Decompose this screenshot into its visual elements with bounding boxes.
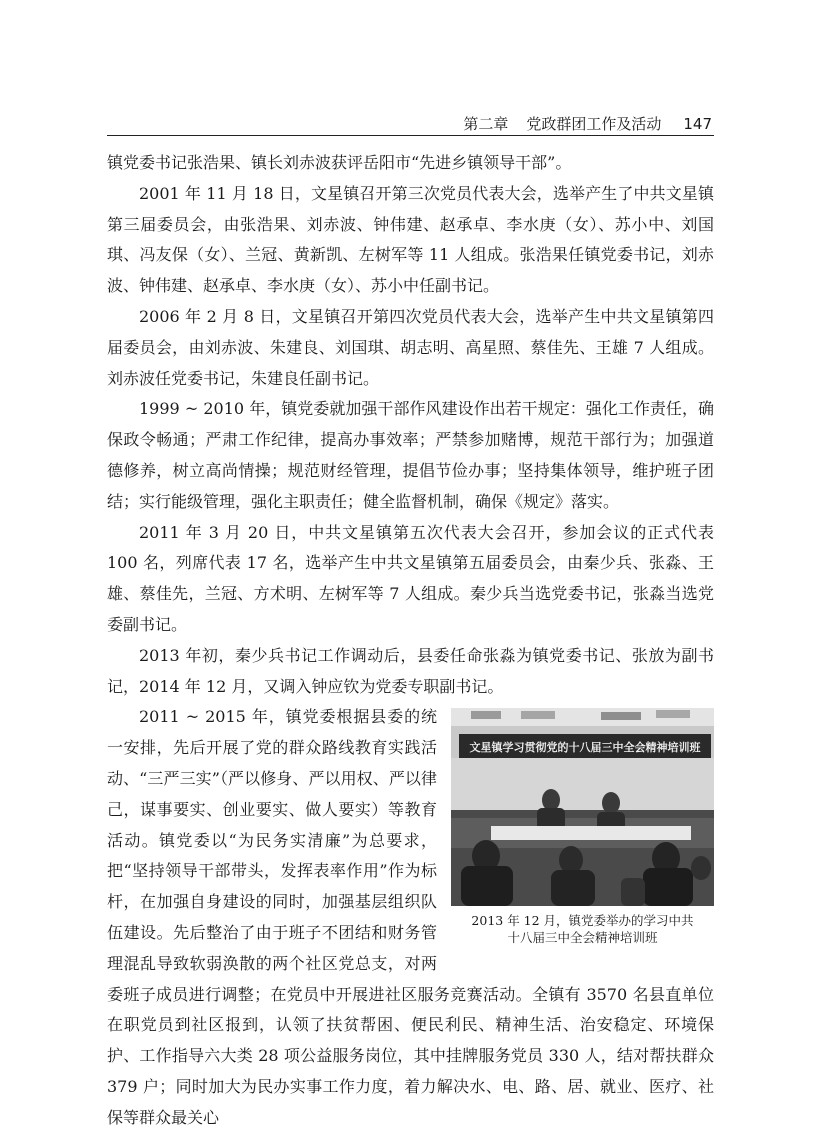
paragraph: 2011 ~ 2015 年，镇党委根据县委的统一安排，先后开展了党的群众路线教育实践活动、“三严三实”（严以修身、严以用权、严以律己，谋事要实、创业要实、做人要实）等教育活动。镇党委以“为民务实清廉”为总要求，把“坚持领导干部带头，发挥表率作用”作为标杆，在加强自身建设的同时，加强基层组织队伍建设。先后整治了由于班子不团结和财务管理混乱导致软弱涣散的两个社区党总支，对两委班子成员进行调整；在党员中开展进社区服务竞赛活动。全镇有 3570 名县直单位在职党员到社区报到，认领了扶贫帮困、便民利民、精神生活、治安稳定、环境保护、工作指导六大类 28 项公益服务岗位，其中挂牌服务党员 330 人，结对帮扶群众 379 户；同时加大为民办实事工作力度，着力解决水、电、路、居、就业、医疗、社保等群众最关心 (107, 707, 714, 1127)
caption-line: 十八届三中全会精神培训班 (507, 930, 658, 946)
banner-text: 文星镇学习贯彻党的十八届三中全会精神培训班 (469, 741, 701, 755)
figure (451, 708, 714, 968)
paragraph: 镇党委书记张浩果、镇长刘赤波获评岳阳市“先进乡镇领导干部”。 (107, 153, 572, 172)
caption-line: 2013 年 12 月，镇党委举办的学习中共 (471, 913, 694, 929)
page-number: 147 (683, 115, 712, 133)
body-text (107, 148, 714, 1134)
header-rule (107, 135, 714, 136)
paragraph: 1999 ~ 2010 年，镇党委就加强干部作风建设作出若干规定：强化工作责任，确保政令畅通；严肃工作纪律，提高办事效率；严禁参加赌博，规范干部行为；加强道德修养，树立高尚情操；规范财经管理，提倡节俭办事；坚持集体领导，维护班子团结；实行能级管理，强化主职责任；健全监督机制，确保《规定》落实。 (107, 399, 714, 511)
figure-caption (451, 912, 714, 946)
paragraph: 2013 年初，秦少兵书记工作调动后，县委任命张淼为镇党委书记、张放为副书记，2014 年 12 月，又调入钟应钦为党委专职副书记。 (107, 645, 714, 696)
paragraph: 2011 年 3 月 20 日，中共文星镇第五次代表大会召开，参加会议的正式代表 100 名，列席代表 17 名，选举产生中共文星镇第五届委员会，由秦少兵、张淼、王雄、蔡佳先，兰冠、方术明、左树军等 7 人组成。秦少兵当选党委书记，张淼当选党委副书记。 (107, 522, 714, 634)
meeting-photo (451, 708, 714, 906)
paragraph: 2001 年 11 月 18 日，文星镇召开第三次党员代表大会，选举产生了中共文星镇第三届委员会，由张浩果、刘赤波、钟伟建、赵承卓、李水庚（女）、苏小中、刘国琪、冯友保（女）、兰冠、黄新凯、左树军等 11 人组成。张浩果任镇党委书记，刘赤波、钟伟建、赵承卓、李水庚（女）、苏小中任副书记。 (107, 183, 714, 296)
chapter-label: 第二章 (463, 115, 509, 133)
paragraph: 2006 年 2 月 8 日，文星镇召开第四次党员代表大会，选举产生中共文星镇第四届委员会，由刘赤波、朱建良、刘国琪、胡志明、高星照、蔡佳先、王雄 7 人组成。刘赤波任党委书记，朱建良任副书记。 (107, 306, 714, 388)
running-header (107, 115, 712, 133)
chapter-title: 党政群团工作及活动 (526, 115, 662, 133)
